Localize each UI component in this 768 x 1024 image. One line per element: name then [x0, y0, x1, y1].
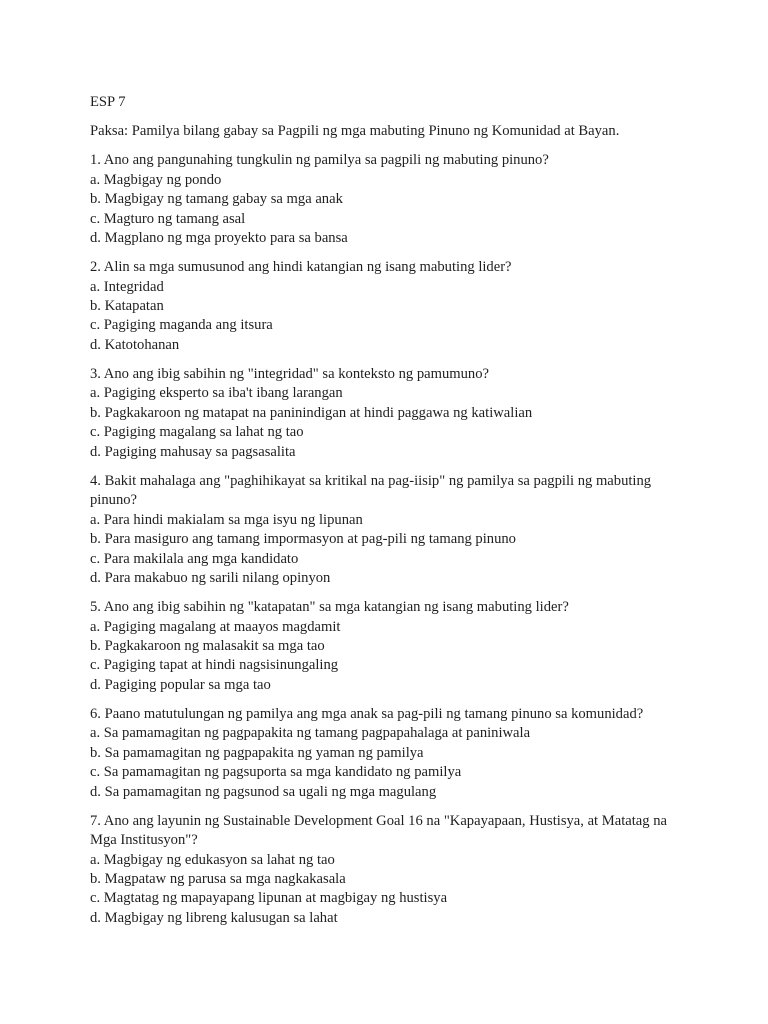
question-block-1 — [90, 151, 680, 248]
question-text: 7. Ano ang layunin ng Sustainable Development Goal 16 na "Kapayapaan, Hustisya, at Matatag na Mga Institusyon"? — [90, 812, 667, 849]
answer-choice: d. Pagiging mahusay sa pagsasalita — [90, 443, 296, 460]
answer-choice: c. Para makilala ang mga kandidato — [90, 550, 299, 567]
question-block-6 — [90, 705, 680, 802]
answer-choice: a. Integridad — [90, 278, 164, 295]
question-block-5 — [90, 598, 680, 695]
answer-choice: a. Magbigay ng edukasyon sa lahat ng tao — [90, 851, 335, 868]
answer-choice: c. Sa pamamagitan ng pagsuporta sa mga kandidato ng pamilya — [90, 764, 462, 781]
document-heading: ESP 7 — [90, 94, 126, 110]
answer-choice: d. Magplano ng mga proyekto para sa bansa — [90, 230, 348, 247]
answer-choice: d. Katotohanan — [90, 336, 180, 353]
answer-choice: c. Pagiging tapat at hindi nagsisinungaling — [90, 657, 339, 674]
question-block-4 — [90, 472, 680, 588]
question-block-3 — [90, 365, 680, 462]
document-page — [90, 93, 680, 938]
answer-choice: b. Katapatan — [90, 298, 164, 315]
answer-choice: b. Pagkakaroon ng matapat na paninindigan at hindi paggawa ng katiwalian — [90, 404, 533, 421]
answer-choice: b. Sa pamamagitan ng pagpapakita ng yaman ng pamilya — [90, 744, 424, 761]
answer-choice: a. Sa pamamagitan ng pagpapakita ng tamang pagpapahalaga at paniniwala — [90, 725, 531, 742]
question-text: 4. Bakit mahalaga ang "paghihikayat sa kritikal na pag-iisip" ng pamilya sa pagpili ng mabuting pinuno? — [90, 472, 652, 509]
answer-choice: a. Pagiging magalang at maayos magdamit — [90, 618, 341, 635]
answer-choice: a. Magbigay ng pondo — [90, 171, 222, 188]
answer-choice: b. Magbigay ng tamang gabay sa mga anak — [90, 191, 343, 208]
answer-choice: c. Magtatag ng mapayapang lipunan at magbigay ng hustisya — [90, 890, 448, 907]
question-block-2 — [90, 258, 680, 355]
answer-choice: b. Magpataw ng parusa sa mga nagkakasala — [90, 871, 346, 887]
answer-choice: c. Pagiging maganda ang itsura — [90, 317, 273, 334]
answer-choice: d. Magbigay ng libreng kalusugan sa lahat — [90, 909, 338, 926]
answer-choice: d. Sa pamamagitan ng pagsunod sa ugali ng mga magulang — [90, 783, 437, 800]
answer-choice: b. Para masiguro ang tamang impormasyon at pag-pili ng tamang pinuno — [90, 531, 516, 548]
answer-choice: d. Pagiging popular sa mga tao — [90, 676, 271, 693]
document-topic: Paksa: Pamilya bilang gabay sa Pagpili ng mga mabuting Pinuno ng Komunidad at Bayan. — [90, 123, 620, 140]
question-text: 6. Paano matutulungan ng pamilya ang mga anak sa pag-pili ng tamang pinuno sa komunidad? — [90, 705, 644, 722]
answer-choice: b. Pagkakaroon ng malasakit sa mga tao — [90, 637, 325, 654]
question-text: 2. Alin sa mga sumusunod ang hindi katangian ng isang mabuting lider? — [90, 259, 512, 276]
answer-choice: c. Pagiging magalang sa lahat ng tao — [90, 424, 304, 441]
answer-choice: a. Para hindi makialam sa mga isyu ng lipunan — [90, 511, 363, 528]
answer-choice: d. Para makabuo ng sarili nilang opinyon — [90, 569, 331, 586]
question-text: 1. Ano ang pangunahing tungkulin ng pamilya sa pagpili ng mabuting pinuno? — [90, 152, 549, 169]
question-text: 3. Ano ang ibig sabihin ng "integridad" sa konteksto ng pamumuno? — [90, 366, 490, 383]
question-text: 5. Ano ang ibig sabihin ng "katapatan" sa mga katangian ng isang mabuting lider? — [90, 599, 569, 616]
answer-choice: c. Magturo ng tamang asal — [90, 210, 246, 227]
question-block-7 — [90, 812, 680, 928]
answer-choice: a. Pagiging eksperto sa iba't ibang larangan — [90, 385, 343, 402]
